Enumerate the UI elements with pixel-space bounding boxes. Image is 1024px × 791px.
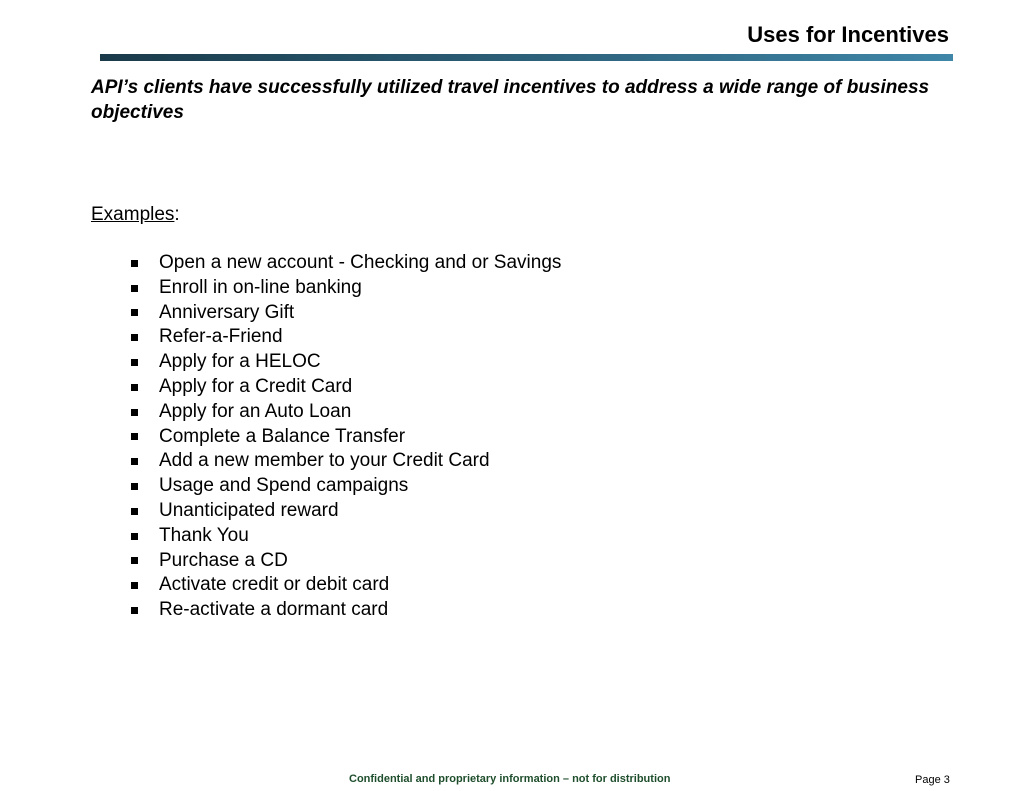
square-bullet-icon	[131, 285, 138, 292]
square-bullet-icon	[131, 533, 138, 540]
slide-subtitle: API’s clients have successfully utilized travel incentives to address a wide range of business objectives	[91, 77, 930, 123]
list-item-text: Purchase a CD	[159, 549, 288, 571]
list-item	[131, 350, 561, 375]
list-item-text: Apply for an Auto Loan	[159, 400, 352, 422]
square-bullet-icon	[131, 334, 138, 341]
list-item	[131, 499, 561, 524]
square-bullet-icon	[131, 359, 138, 366]
list-item-text: Usage and Spend campaigns	[159, 475, 409, 497]
list-item-text: Unanticipated reward	[159, 499, 339, 521]
list-item-text: Thank You	[159, 524, 249, 546]
list-item-text: Add a new member to your Credit Card	[159, 450, 490, 472]
list-item-text: Complete a Balance Transfer	[159, 425, 406, 447]
square-bullet-icon	[131, 384, 138, 391]
list-item-text: Re-activate a dormant card	[159, 599, 389, 621]
square-bullet-icon	[131, 508, 138, 515]
square-bullet-icon	[131, 409, 138, 416]
square-bullet-icon	[131, 483, 138, 490]
square-bullet-icon	[131, 557, 138, 564]
list-item-text: Activate credit or debit card	[159, 574, 390, 596]
list-item-text: Enroll in on-line banking	[159, 276, 362, 298]
list-item	[131, 375, 561, 400]
square-bullet-icon	[131, 458, 138, 465]
list-item	[131, 449, 561, 474]
examples-heading	[91, 203, 180, 227]
list-item	[131, 425, 561, 450]
list-item-text: Apply for a Credit Card	[159, 375, 353, 397]
list-item	[131, 325, 561, 350]
list-item	[131, 276, 561, 301]
list-item-text: Refer-a-Friend	[159, 326, 283, 348]
list-item	[131, 251, 561, 276]
square-bullet-icon	[131, 607, 138, 614]
list-item	[131, 524, 561, 549]
list-item	[131, 400, 561, 425]
list-item	[131, 598, 561, 623]
page-number: Page 3	[915, 774, 950, 786]
slide-title: Uses for Incentives	[747, 22, 949, 47]
square-bullet-icon	[131, 433, 138, 440]
list-item	[131, 474, 561, 499]
confidentiality-note: Confidential and proprietary information – not for distribution	[349, 773, 671, 785]
square-bullet-icon	[131, 260, 138, 267]
square-bullet-icon	[131, 582, 138, 589]
list-item-text: Anniversary Gift	[159, 301, 295, 323]
list-item	[131, 301, 561, 326]
title-rule	[100, 54, 953, 61]
examples-list	[131, 251, 561, 623]
list-item-text: Open a new account - Checking and or Savings	[159, 252, 562, 273]
list-item	[131, 573, 561, 598]
square-bullet-icon	[131, 309, 138, 316]
examples-heading-label: Examples	[91, 204, 175, 225]
list-item	[131, 549, 561, 574]
list-item-text: Apply for a HELOC	[159, 351, 321, 373]
examples-heading-colon: :	[174, 204, 180, 225]
